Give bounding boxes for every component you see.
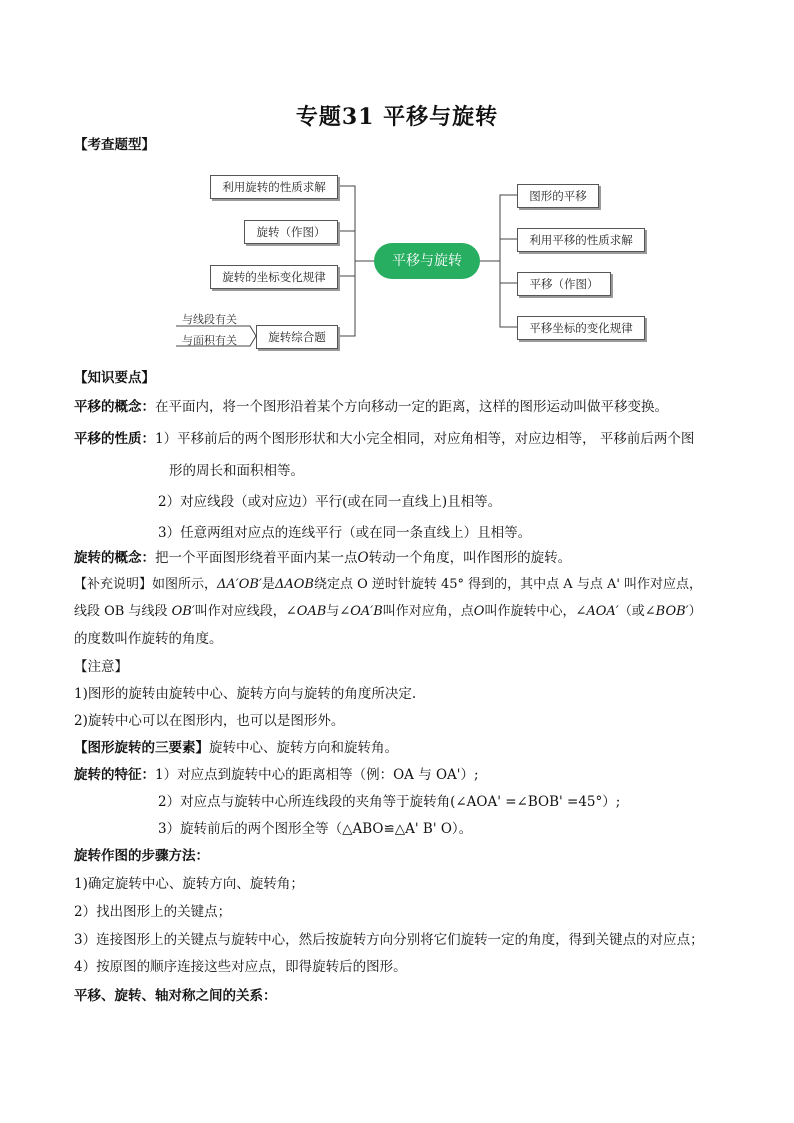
page-title: 专题31 平移与旋转: [295, 104, 499, 130]
features-label: 旋转的特征：: [74, 767, 155, 783]
supplement-line-1: [74, 575, 702, 595]
translation-concept-label: 平移的概念：: [74, 399, 155, 415]
feature-1: 1）对应点到旋转中心的距离相等（例：OA 与 OA'）;: [155, 767, 479, 783]
note-label: 【注意】: [74, 659, 128, 675]
math-angle-4: ∠BOB′: [644, 604, 689, 619]
step-2: 2）找出图形上的关键点；: [74, 904, 232, 920]
supplement-text: 是: [261, 577, 275, 592]
step-1: 1)确定旋转中心、旋转方向、旋转角；: [74, 876, 304, 892]
three-elements-label: 【图形旋转的三要素】: [74, 740, 209, 756]
math-angle-1: ∠OAB: [285, 604, 327, 619]
math-triangle-original: ΔAOB: [274, 577, 314, 592]
mindmap-center: 平移与旋转: [374, 243, 480, 279]
supplement-text: 叫作对应线段，: [194, 604, 286, 619]
topic-translation-coordinates: 平移坐标的变化规律: [517, 316, 645, 340]
topic-translation-drawing: 平移（作图）: [517, 272, 611, 296]
topic-rotation-drawing: 旋转（作图）: [244, 220, 338, 244]
point-o: O: [473, 604, 485, 619]
rotation-concept-text-2: 转动一个角度，叫作图形的旋转。: [368, 550, 572, 566]
features-1: [74, 765, 479, 785]
translation-props-1: [74, 429, 694, 449]
section-heading-types: 【考查题型】: [74, 137, 155, 153]
math-segment: OB′: [171, 604, 195, 619]
translation-prop-3: 3）任意两组对应点的连线平行（或在同一条直线上）且相等。: [158, 525, 532, 541]
supplement-text: 如图所示，: [152, 577, 218, 592]
steps-label: 旋转作图的步骤方法：: [74, 848, 209, 864]
math-angle-3: ∠AOA′: [575, 604, 619, 619]
math-triangle-rotated: ΔA′OB′: [217, 577, 262, 592]
supplement-line-2: [74, 602, 702, 622]
translation-concept: [74, 397, 668, 417]
supplement-text: 叫作旋转中心，: [484, 604, 576, 619]
rotation-concept: [74, 548, 571, 568]
supplement-text: 线段 OB 与线段: [74, 604, 172, 619]
section-heading-knowledge: 【知识要点】: [74, 370, 155, 386]
topic-translation-property: 利用平移的性质求解: [517, 228, 645, 252]
translation-prop-1b: 形的周长和面积相等。: [169, 463, 304, 479]
topic-rotation-property: 利用旋转的性质求解: [210, 175, 338, 199]
translation-concept-text: 在平面内，将一个图形沿着某个方向移动一定的距离，这样的图形运动叫做平移变换。: [155, 399, 668, 415]
note-1: 1)图形的旋转由旋转中心、旋转方向与旋转的角度所决定.: [74, 686, 417, 702]
step-4: 4）按原图的顺序连接这些对应点，即得旋转后的图形。: [74, 959, 407, 975]
subtopic-area: 与面积有关: [182, 334, 237, 347]
note-2: 2)旋转中心可以在图形内，也可以是图形外。: [74, 713, 345, 729]
rotation-concept-text-1: 把一个平面图形绕着平面内某一点: [155, 550, 358, 566]
translation-props-label: 平移的性质：: [74, 431, 155, 447]
topic-translation-figure: 图形的平移: [517, 184, 599, 208]
point-o: O: [357, 550, 369, 566]
mindmap: [170, 158, 650, 350]
three-elements: [74, 738, 398, 758]
math-angle-2: ∠OA′B: [339, 604, 383, 619]
translation-prop-2: 2）对应线段（或对应边）平行(或在同一直线上)且相等。: [158, 494, 502, 510]
supplement-label: 【补充说明】: [74, 577, 153, 592]
supplement-line-3: 的度数叫作旋转的角度。: [74, 631, 223, 647]
supplement-text: （或: [618, 604, 645, 619]
feature-3: 3）旋转前后的两个图形全等（△ABO≌△A' B' O）。: [158, 821, 473, 837]
supplement-text: ）: [688, 604, 702, 619]
feature-2: 2）对应点与旋转中心所连线段的夹角等于旋转角(∠AOA' =∠BOB' =45°）;: [158, 794, 621, 810]
subtopic-segment: 与线段有关: [182, 313, 237, 326]
supplement-text: 与: [326, 604, 340, 619]
three-elements-text: 旋转中心、旋转方向和旋转角。: [209, 740, 398, 756]
supplement-text: 叫作对应角，点: [382, 604, 474, 619]
step-3: 3）连接图形上的关键点与旋转中心，然后按旋转方向分别将它们旋转一定的角度，得到关键点的对应点；: [74, 932, 704, 948]
topic-rotation-coordinates: 旋转的坐标变化规律: [210, 265, 338, 289]
topic-rotation-comprehensive: 旋转综合题: [256, 325, 338, 349]
relation-heading: 平移、旋转、轴对称之间的关系：: [74, 988, 277, 1004]
supplement-text: 绕定点 O 逆时针旋转 45° 得到的，其中点 A 与点 A' 叫作对应点，: [313, 577, 703, 592]
rotation-concept-label: 旋转的概念：: [74, 550, 155, 566]
translation-prop-1a: 1）平移前后的两个图形形状和大小完全相同，对应角相等，对应边相等， 平移前后两个图: [155, 431, 695, 447]
